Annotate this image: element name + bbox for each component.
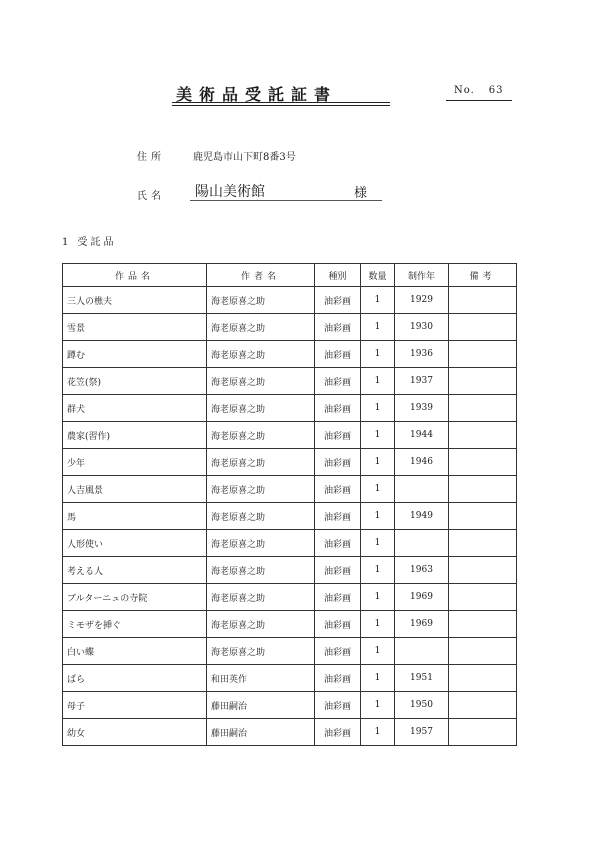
cell-type: 油彩画 xyxy=(315,530,361,557)
document-title: 美術品受託証書 xyxy=(176,85,338,104)
cell-quantity: 1 xyxy=(361,584,395,611)
cell-artist: 藤田嗣治 xyxy=(207,692,315,719)
cell-year xyxy=(395,530,449,557)
table-row xyxy=(63,611,517,638)
cell-type: 油彩画 xyxy=(315,287,361,314)
table-row xyxy=(63,449,517,476)
cell-artist: 海老原喜之助 xyxy=(207,422,315,449)
column-header-artist: 作者名 xyxy=(207,264,315,287)
table-row xyxy=(63,692,517,719)
cell-quantity: 1 xyxy=(361,611,395,638)
cell-quantity: 1 xyxy=(361,665,395,692)
cell-quantity: 1 xyxy=(361,557,395,584)
cell-note xyxy=(449,449,517,476)
table-row xyxy=(63,584,517,611)
cell-year: 1949 xyxy=(395,503,449,530)
cell-quantity: 1 xyxy=(361,530,395,557)
cell-quantity: 1 xyxy=(361,368,395,395)
cell-type: 油彩画 xyxy=(315,665,361,692)
cell-title: 幼女 xyxy=(63,719,207,746)
cell-title: 人吉風景 xyxy=(63,476,207,503)
cell-year: 1963 xyxy=(395,557,449,584)
cell-year: 1969 xyxy=(395,584,449,611)
entrusted-items-table xyxy=(62,263,517,746)
cell-artist: 海老原喜之助 xyxy=(207,314,315,341)
cell-artist: 海老原喜之助 xyxy=(207,368,315,395)
table-row xyxy=(63,719,517,746)
cell-note xyxy=(449,557,517,584)
table-row xyxy=(63,476,517,503)
cell-type: 油彩画 xyxy=(315,503,361,530)
column-header-quantity: 数量 xyxy=(361,264,395,287)
table-header-row xyxy=(63,264,517,287)
cell-note xyxy=(449,341,517,368)
table-row xyxy=(63,638,517,665)
cell-title: 母子 xyxy=(63,692,207,719)
table-row xyxy=(63,368,517,395)
cell-artist: 海老原喜之助 xyxy=(207,476,315,503)
cell-artist: 海老原喜之助 xyxy=(207,341,315,368)
cell-note xyxy=(449,584,517,611)
cell-type: 油彩画 xyxy=(315,638,361,665)
cell-artist: 海老原喜之助 xyxy=(207,449,315,476)
cell-quantity: 1 xyxy=(361,503,395,530)
cell-title: ばら xyxy=(63,665,207,692)
table-row xyxy=(63,395,517,422)
cell-artist: 海老原喜之助 xyxy=(207,395,315,422)
cell-note xyxy=(449,314,517,341)
cell-note xyxy=(449,665,517,692)
cell-type: 油彩画 xyxy=(315,557,361,584)
document-number-value: 63 xyxy=(488,85,504,96)
table-row xyxy=(63,557,517,584)
cell-title: 考える人 xyxy=(63,557,207,584)
cell-year: 1957 xyxy=(395,719,449,746)
cell-quantity: 1 xyxy=(361,314,395,341)
cell-note xyxy=(449,611,517,638)
cell-type: 油彩画 xyxy=(315,314,361,341)
cell-type: 油彩画 xyxy=(315,449,361,476)
cell-year: 1939 xyxy=(395,395,449,422)
cell-title: 白い蝶 xyxy=(63,638,207,665)
table-row xyxy=(63,287,517,314)
address-value: 鹿児島市山下町8番3号 xyxy=(193,152,296,163)
cell-artist: 海老原喜之助 xyxy=(207,611,315,638)
cell-quantity: 1 xyxy=(361,638,395,665)
cell-year: 1946 xyxy=(395,449,449,476)
cell-note xyxy=(449,638,517,665)
cell-artist: 和田英作 xyxy=(207,665,315,692)
column-header-note: 備考 xyxy=(449,264,517,287)
table-row xyxy=(63,530,517,557)
cell-type: 油彩画 xyxy=(315,368,361,395)
cell-type: 油彩画 xyxy=(315,395,361,422)
cell-quantity: 1 xyxy=(361,287,395,314)
section-title: 1 受託品 xyxy=(62,237,117,248)
cell-type: 油彩画 xyxy=(315,611,361,638)
cell-type: 油彩画 xyxy=(315,692,361,719)
table-body xyxy=(63,287,517,746)
column-header-type: 種別 xyxy=(315,264,361,287)
name-value: 陽山美術館 xyxy=(195,184,265,200)
cell-title: 群犬 xyxy=(63,395,207,422)
cell-year: 1951 xyxy=(395,665,449,692)
cell-type: 油彩画 xyxy=(315,476,361,503)
address-label: 住所 xyxy=(137,152,165,163)
cell-type: 油彩画 xyxy=(315,341,361,368)
cell-title: 花笠(祭) xyxy=(63,368,207,395)
cell-year: 1944 xyxy=(395,422,449,449)
cell-title: ブルターニュの寺院 xyxy=(63,584,207,611)
cell-artist: 海老原喜之助 xyxy=(207,584,315,611)
cell-artist: 藤田嗣治 xyxy=(207,719,315,746)
cell-artist: 海老原喜之助 xyxy=(207,287,315,314)
cell-artist: 海老原喜之助 xyxy=(207,638,315,665)
table-row xyxy=(63,503,517,530)
table-row xyxy=(63,341,517,368)
cell-year: 1929 xyxy=(395,287,449,314)
cell-note xyxy=(449,422,517,449)
cell-year: 1937 xyxy=(395,368,449,395)
column-header-year: 制作年 xyxy=(395,264,449,287)
cell-quantity: 1 xyxy=(361,692,395,719)
cell-note xyxy=(449,395,517,422)
table-row xyxy=(63,422,517,449)
name-honorific: 様 xyxy=(354,186,368,201)
cell-note xyxy=(449,476,517,503)
cell-artist: 海老原喜之助 xyxy=(207,530,315,557)
cell-quantity: 1 xyxy=(361,422,395,449)
name-label: 氏名 xyxy=(137,191,165,202)
document-number xyxy=(454,85,504,96)
cell-title: 馬 xyxy=(63,503,207,530)
cell-title: 三人の樵夫 xyxy=(63,287,207,314)
column-header-title: 作品名 xyxy=(63,264,207,287)
cell-type: 油彩画 xyxy=(315,422,361,449)
cell-type: 油彩画 xyxy=(315,719,361,746)
cell-note xyxy=(449,692,517,719)
cell-year: 1969 xyxy=(395,611,449,638)
cell-quantity: 1 xyxy=(361,449,395,476)
cell-artist: 海老原喜之助 xyxy=(207,557,315,584)
cell-note xyxy=(449,503,517,530)
cell-year xyxy=(395,476,449,503)
document-number-label: No. xyxy=(454,85,475,96)
cell-quantity: 1 xyxy=(361,719,395,746)
table-row xyxy=(63,314,517,341)
title-underline-double xyxy=(172,105,390,106)
cell-title: 少年 xyxy=(63,449,207,476)
cell-type: 油彩画 xyxy=(315,584,361,611)
cell-note xyxy=(449,368,517,395)
title-underline xyxy=(172,102,390,103)
cell-quantity: 1 xyxy=(361,476,395,503)
cell-year: 1930 xyxy=(395,314,449,341)
cell-note xyxy=(449,719,517,746)
cell-title: 人形使い xyxy=(63,530,207,557)
document-number-underline xyxy=(446,100,512,101)
cell-title: ミモザを挿ぐ xyxy=(63,611,207,638)
table-row xyxy=(63,665,517,692)
cell-note xyxy=(449,530,517,557)
cell-year xyxy=(395,638,449,665)
cell-title: 雪景 xyxy=(63,314,207,341)
name-underline xyxy=(190,200,382,201)
cell-quantity: 1 xyxy=(361,341,395,368)
cell-year: 1936 xyxy=(395,341,449,368)
cell-artist: 海老原喜之助 xyxy=(207,503,315,530)
cell-title: 農家(習作) xyxy=(63,422,207,449)
cell-year: 1950 xyxy=(395,692,449,719)
cell-note xyxy=(449,287,517,314)
cell-quantity: 1 xyxy=(361,395,395,422)
cell-title: 蹲む xyxy=(63,341,207,368)
